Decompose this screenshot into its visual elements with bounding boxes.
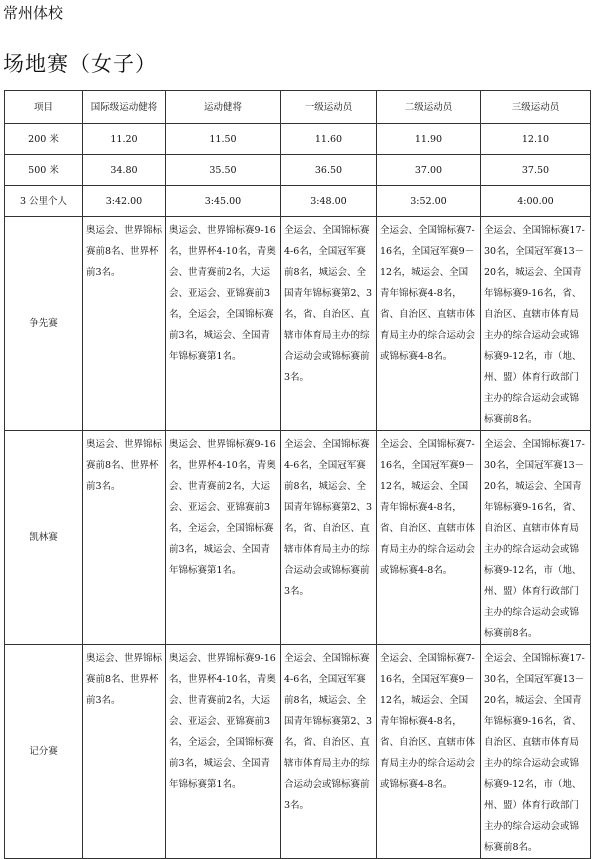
table-row: [5, 431, 591, 645]
table-cell: 4:00.00: [481, 186, 591, 217]
table-cell: 11.60: [281, 124, 377, 155]
table-row: [5, 186, 591, 217]
table-cell: 34.80: [83, 155, 166, 186]
table-cell: 全运会、全国锦标赛7-16名，全国冠军赛9－12名，城运会、全国青年锦标赛4-8名，省、自治区、直辖市体育局主办的综合运动会或锦标赛4-8名。: [377, 645, 481, 859]
table-row: [5, 217, 591, 431]
table-cell: 全运会、全国锦标赛17-30名，全国冠军赛13－20名，城运会、全国青年锦标赛9-16名，省、自治区、直辖市体育局主办的综合运动会或锦标赛9-12名，市（地、州、盟）体育行政部门主办的综合运动会或锦标赛前8名。: [481, 217, 591, 431]
table-row: [5, 124, 591, 155]
event-name: 凯林赛: [5, 431, 83, 645]
table-row: [5, 645, 591, 859]
table-cell: 3:48.00: [281, 186, 377, 217]
table-cell: 12.10: [481, 124, 591, 155]
page-title: 场地赛（女子）: [3, 52, 157, 76]
table-cell: 36.50: [281, 155, 377, 186]
table-cell: 全运会、全国锦标赛4-6名，全国冠军赛前8名，城运会、全国青年锦标赛第2、3名，省、自治区、直辖市体育局主办的综合运动会或锦标赛前3名。: [281, 645, 377, 859]
standards-table: [4, 90, 591, 859]
event-name: 争先赛: [5, 217, 83, 431]
table-cell: 37.00: [377, 155, 481, 186]
table-cell: 全运会、全国锦标赛17-30名，全国冠军赛13－20名，城运会、全国青年锦标赛9-16名，省、自治区、直辖市体育局主办的综合运动会或锦标赛9-12名，市（地、州、盟）体育行政部门主办的综合运动会或锦标赛前8名。: [481, 431, 591, 645]
col-header-event: 项目: [5, 91, 83, 124]
table-cell: 奥运会、世界锦标赛前8名、世界杯前3名。: [83, 217, 166, 431]
table-cell: 全运会、全国锦标赛17-30名，全国冠军赛13－20名，城运会、全国青年锦标赛9-16名，省、自治区、直辖市体育局主办的综合运动会或锦标赛9-12名，市（地、州、盟）体育行政部门主办的综合运动会或锦标赛前8名。: [481, 645, 591, 859]
school-name: 常州体校: [3, 4, 64, 22]
table-cell: 奥运会、世界锦标赛9-16名，世界杯4-10名，青奥会、世青赛前2名，大运会、亚运会、亚锦赛前3名，全运会，全国锦标赛前3名，城运会、全国青年锦标赛第1名。: [166, 217, 281, 431]
table-cell: 奥运会、世界锦标赛前8名、世界杯前3名。: [83, 431, 166, 645]
table-cell: 全运会、全国锦标赛4-6名，全国冠军赛前8名，城运会、全国青年锦标赛第2、3名，省、自治区、直辖市体育局主办的综合运动会或锦标赛前3名。: [281, 217, 377, 431]
table-cell: 奥运会、世界锦标赛9-16名，世界杯4-10名，青奥会、世青赛前2名，大运会、亚运会、亚锦赛前3名，全运会，全国锦标赛前3名，城运会、全国青年锦标赛第1名。: [166, 431, 281, 645]
table-cell: 奥运会、世界锦标赛前8名、世界杯前3名。: [83, 645, 166, 859]
table-cell: 11.90: [377, 124, 481, 155]
table-row: [5, 155, 591, 186]
table-cell: 3:45.00: [166, 186, 281, 217]
table-cell: 37.50: [481, 155, 591, 186]
table-cell: 35.50: [166, 155, 281, 186]
event-name: 3 公里个人: [5, 186, 83, 217]
table-cell: 11.20: [83, 124, 166, 155]
table-cell: 奥运会、世界锦标赛9-16名，世界杯4-10名，青奥会、世青赛前2名，大运会、亚运会、亚锦赛前3名，全运会，全国锦标赛前3名，城运会、全国青年锦标赛第1名。: [166, 645, 281, 859]
table-header-row: [5, 91, 591, 124]
table-cell: 3:42.00: [83, 186, 166, 217]
event-name: 200 米: [5, 124, 83, 155]
table-cell: 11.50: [166, 124, 281, 155]
event-name: 记分赛: [5, 645, 83, 859]
col-header-master: 运动健将: [166, 91, 281, 124]
col-header-third-class: 三级运动员: [481, 91, 591, 124]
table-cell: 3:52.00: [377, 186, 481, 217]
col-header-first-class: 一级运动员: [281, 91, 377, 124]
table-cell: 全运会、全国锦标赛4-6名，全国冠军赛前8名，城运会、全国青年锦标赛第2、3名，省、自治区、直辖市体育局主办的综合运动会或锦标赛前3名。: [281, 431, 377, 645]
event-name: 500 米: [5, 155, 83, 186]
col-header-international-master: 国际级运动健将: [83, 91, 166, 124]
table-cell: 全运会、全国锦标赛7-16名，全国冠军赛9－12名，城运会、全国青年锦标赛4-8名，省、自治区、直辖市体育局主办的综合运动会或锦标赛4-8名。: [377, 217, 481, 431]
table-cell: 全运会、全国锦标赛7-16名，全国冠军赛9－12名，城运会、全国青年锦标赛4-8名，省、自治区、直辖市体育局主办的综合运动会或锦标赛4-8名。: [377, 431, 481, 645]
col-header-second-class: 二级运动员: [377, 91, 481, 124]
